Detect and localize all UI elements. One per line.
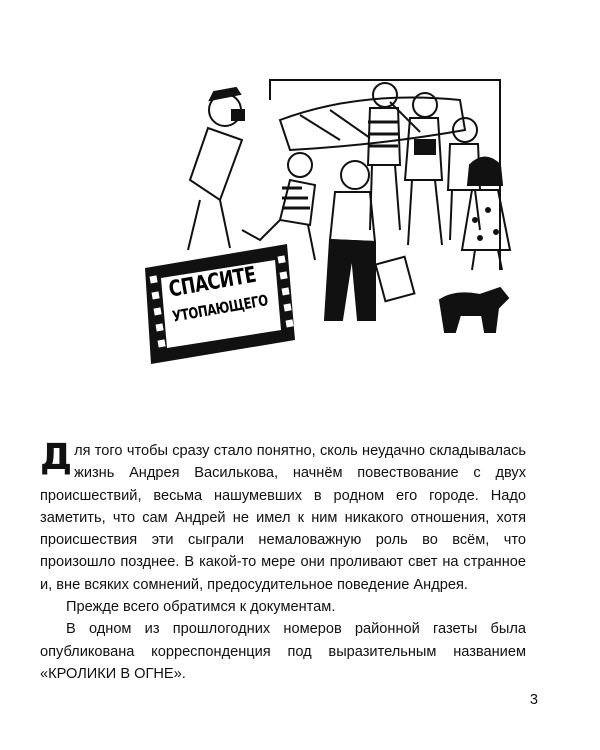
paragraph-1-text: ля того чтобы сразу стало понятно, сколь неудачно складывалась жизнь Андрея Василькова, начнём повествование с двух происшествий, весьма нашумевших в родном его городе. Надо заметить, что сам Андрей не имел к ним никакого отношения, хотя происшествия эти сыграли немаловажную роль во всём, что произошло позднее. В какой-то мере они проливают свет на странное и, вне всяких сомнений, предосудительное поведение Андрея. bbox=[40, 443, 526, 593]
photographer-figure bbox=[188, 88, 244, 250]
body-text bbox=[40, 437, 526, 685]
film-title-card bbox=[137, 238, 297, 368]
girl-figure bbox=[462, 158, 510, 271]
title-line-2: УТОПАЮЩЕГО bbox=[171, 291, 270, 326]
page-number: 3 bbox=[529, 692, 538, 708]
title-line-1: СПАСИТЕ bbox=[167, 262, 258, 303]
tall-boy-figure bbox=[405, 93, 442, 245]
central-boy-figure bbox=[325, 161, 414, 320]
paragraph-3: В одном из прошлогодних номеров районной газеты была опубликована корреспонденция под выразительным названием «КРОЛИКИ В ОГНЕ». bbox=[40, 621, 526, 682]
paragraph-1 bbox=[40, 437, 526, 596]
dog-figure bbox=[440, 288, 508, 332]
paragraph-2: Прежде всего обратимся к документам. bbox=[66, 599, 336, 616]
dropcap: Д bbox=[40, 437, 73, 478]
striped-boy-figure bbox=[368, 83, 400, 230]
